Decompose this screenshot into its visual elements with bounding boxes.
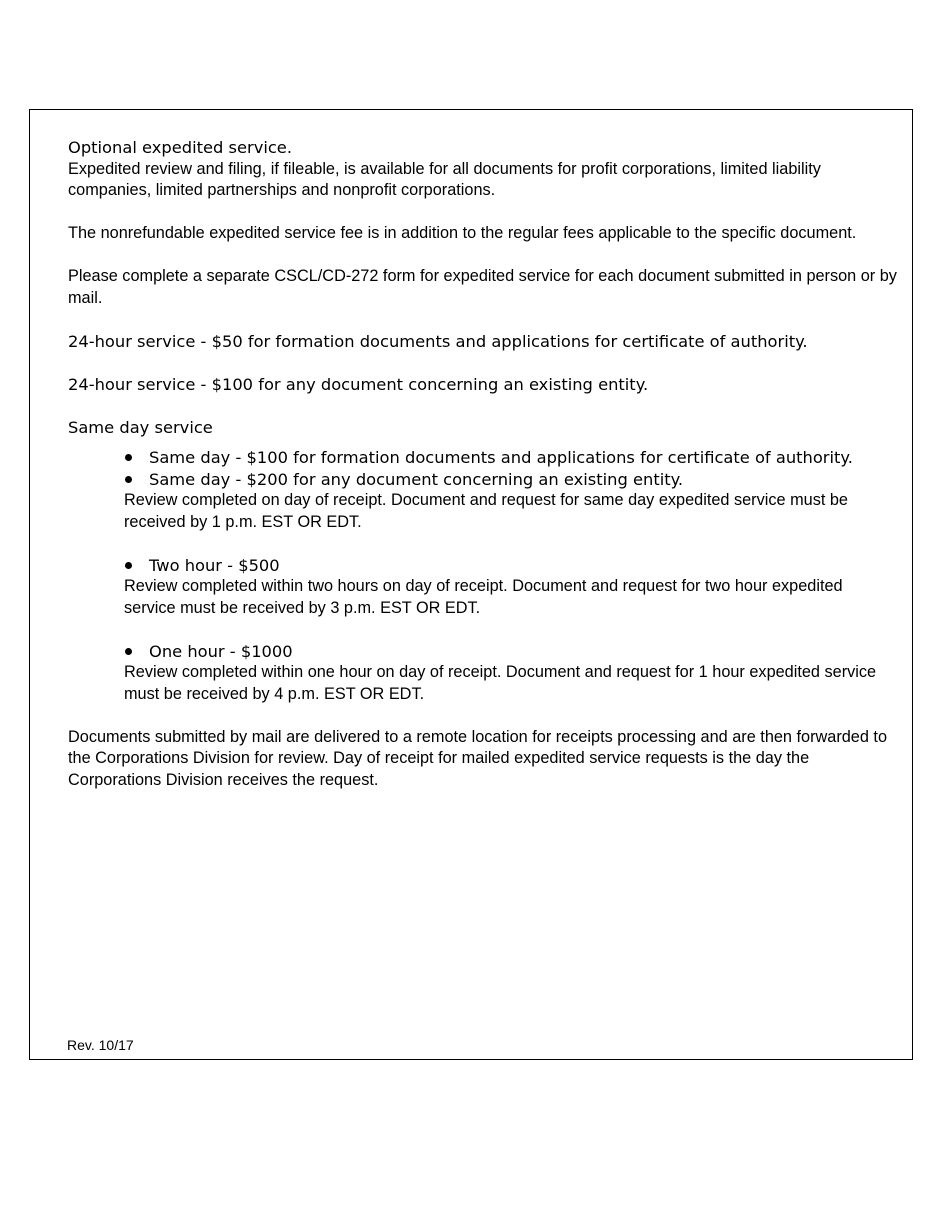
- page-title: Optional expedited service.: [68, 138, 292, 157]
- service-24-existing: 24-hour service - $100 for any document concerning an existing entity.: [68, 374, 649, 394]
- list-item: [124, 555, 884, 577]
- same-day-item-formation: Same day - $100 for formation documents and applications for certificate of authority.: [149, 448, 853, 467]
- same-day-heading: Same day service: [68, 417, 213, 437]
- mail-note-paragraph: Documents submitted by mail are delivered to a remote location for receipts processing and are then forwarded to the Corporations Division for review. Day of receipt for mailed expedited service requests is the day the Corporations Division receives the request.: [68, 727, 888, 789]
- list-item: [124, 447, 884, 469]
- same-day-item-existing: Same day - $200 for any document concerning an existing entity.: [149, 469, 684, 489]
- fee-note-paragraph: The nonrefundable expedited service fee is in addition to the regular fees applicable to the specific document.: [68, 224, 857, 242]
- intro-paragraph: Expedited review and filing, if fileable, is available for all documents for profit corporations, limited liability companies, limited partnerships and nonprofit corporations.: [68, 159, 821, 199]
- same-day-list: [124, 447, 884, 705]
- service-24-formation: 24-hour service - $50 for formation documents and applications for certificate of authority.: [68, 331, 808, 351]
- document-body: [68, 137, 898, 791]
- revision-label: Rev. 10/17: [67, 1037, 134, 1053]
- list-item: [124, 469, 884, 491]
- two-hour-note: Review completed within two hours on day of receipt. Document and request for two hour expedited service must be received by 3 p.m. EST OR EDT.: [124, 577, 843, 617]
- one-hour-note: Review completed within one hour on day of receipt. Document and request for 1 hour expedited service must be received by 4 p.m. EST OR EDT.: [124, 663, 877, 703]
- two-hour-label: Two hour - $500: [149, 555, 280, 575]
- one-hour-label: One hour - $1000: [149, 641, 293, 661]
- same-day-note: Review completed on day of receipt. Document and request for same day expedited service must be received by 1 p.m. EST OR EDT.: [124, 491, 848, 531]
- list-item: [124, 641, 884, 663]
- form-note-paragraph: Please complete a separate CSCL/CD-272 form for expedited service for each document submitted in person or by mail.: [68, 267, 897, 307]
